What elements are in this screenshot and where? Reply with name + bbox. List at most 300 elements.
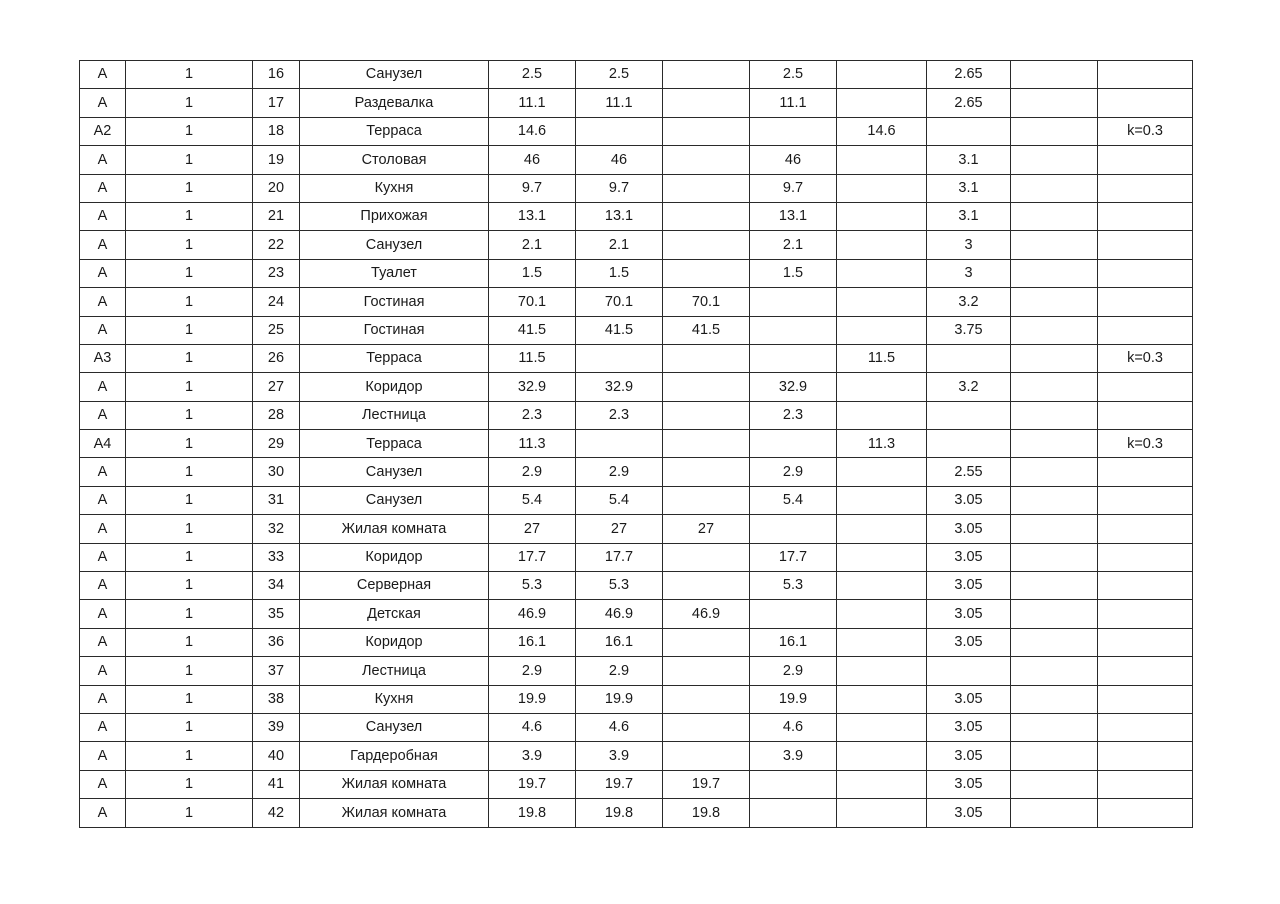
area-col2-cell: 13.1 — [576, 202, 663, 230]
area-col2-cell: 2.1 — [576, 231, 663, 259]
total-area-cell: 11.1 — [489, 89, 576, 117]
terrace-area-cell — [837, 515, 927, 543]
coefficient-cell — [1098, 259, 1193, 287]
empty-cell — [1011, 713, 1098, 741]
empty-cell — [1011, 742, 1098, 770]
auxiliary-area-cell: 19.9 — [750, 685, 837, 713]
living-area-cell: 19.7 — [663, 770, 750, 798]
empty-cell — [1011, 146, 1098, 174]
coefficient-cell — [1098, 146, 1193, 174]
terrace-area-cell: 11.3 — [837, 430, 927, 458]
area-col2-cell: 11.1 — [576, 89, 663, 117]
area-col2-cell: 5.4 — [576, 486, 663, 514]
empty-cell — [1011, 89, 1098, 117]
building-cell: А — [80, 401, 126, 429]
table-row — [80, 600, 1193, 628]
room-name-cell: Гостиная — [300, 316, 489, 344]
room-number-cell: 34 — [253, 572, 300, 600]
table-row — [80, 799, 1193, 827]
floor-cell: 1 — [126, 146, 253, 174]
terrace-area-cell — [837, 146, 927, 174]
room-name-cell: Туалет — [300, 259, 489, 287]
auxiliary-area-cell: 2.1 — [750, 231, 837, 259]
area-col2-cell: 17.7 — [576, 543, 663, 571]
building-cell: А — [80, 373, 126, 401]
auxiliary-area-cell: 9.7 — [750, 174, 837, 202]
coefficient-cell — [1098, 657, 1193, 685]
floor-cell: 1 — [126, 543, 253, 571]
area-col2-cell: 2.3 — [576, 401, 663, 429]
auxiliary-area-cell: 46 — [750, 146, 837, 174]
building-cell: А2 — [80, 117, 126, 145]
room-name-cell: Гардеробная — [300, 742, 489, 770]
total-area-cell: 27 — [489, 515, 576, 543]
auxiliary-area-cell — [750, 770, 837, 798]
auxiliary-area-cell — [750, 288, 837, 316]
empty-cell — [1011, 430, 1098, 458]
table-row — [80, 259, 1193, 287]
building-cell: А — [80, 572, 126, 600]
table-row — [80, 770, 1193, 798]
terrace-area-cell — [837, 486, 927, 514]
total-area-cell: 5.3 — [489, 572, 576, 600]
coefficient-cell — [1098, 713, 1193, 741]
floor-cell: 1 — [126, 572, 253, 600]
coefficient-cell — [1098, 231, 1193, 259]
coefficient-cell — [1098, 515, 1193, 543]
empty-cell — [1011, 231, 1098, 259]
living-area-cell — [663, 458, 750, 486]
coefficient-cell — [1098, 61, 1193, 89]
living-area-cell — [663, 373, 750, 401]
auxiliary-area-cell: 17.7 — [750, 543, 837, 571]
auxiliary-area-cell — [750, 430, 837, 458]
living-area-cell — [663, 146, 750, 174]
coefficient-cell: k=0.3 — [1098, 117, 1193, 145]
terrace-area-cell — [837, 373, 927, 401]
area-col2-cell: 9.7 — [576, 174, 663, 202]
building-cell: А — [80, 458, 126, 486]
terrace-area-cell — [837, 628, 927, 656]
building-cell: А — [80, 628, 126, 656]
coefficient-cell — [1098, 458, 1193, 486]
total-area-cell: 4.6 — [489, 713, 576, 741]
area-col2-cell: 32.9 — [576, 373, 663, 401]
floor-cell: 1 — [126, 202, 253, 230]
living-area-cell — [663, 117, 750, 145]
room-number-cell: 29 — [253, 430, 300, 458]
height-cell: 3.05 — [927, 515, 1011, 543]
area-col2-cell — [576, 344, 663, 372]
table-row — [80, 231, 1193, 259]
floor-cell: 1 — [126, 628, 253, 656]
room-number-cell: 26 — [253, 344, 300, 372]
total-area-cell: 19.8 — [489, 799, 576, 827]
empty-cell — [1011, 628, 1098, 656]
terrace-area-cell: 14.6 — [837, 117, 927, 145]
table-row — [80, 401, 1193, 429]
total-area-cell: 46.9 — [489, 600, 576, 628]
room-number-cell: 21 — [253, 202, 300, 230]
room-name-cell: Жилая комната — [300, 770, 489, 798]
area-col2-cell: 70.1 — [576, 288, 663, 316]
terrace-area-cell — [837, 61, 927, 89]
total-area-cell: 5.4 — [489, 486, 576, 514]
floor-cell: 1 — [126, 600, 253, 628]
coefficient-cell — [1098, 401, 1193, 429]
room-number-cell: 33 — [253, 543, 300, 571]
room-name-cell: Столовая — [300, 146, 489, 174]
terrace-area-cell — [837, 572, 927, 600]
coefficient-cell — [1098, 543, 1193, 571]
room-name-cell: Детская — [300, 600, 489, 628]
total-area-cell: 14.6 — [489, 117, 576, 145]
floor-cell: 1 — [126, 344, 253, 372]
height-cell: 2.65 — [927, 89, 1011, 117]
table-row — [80, 486, 1193, 514]
living-area-cell — [663, 543, 750, 571]
living-area-cell: 70.1 — [663, 288, 750, 316]
room-name-cell: Кухня — [300, 685, 489, 713]
coefficient-cell — [1098, 799, 1193, 827]
height-cell — [927, 657, 1011, 685]
room-name-cell: Терраса — [300, 430, 489, 458]
area-col2-cell: 41.5 — [576, 316, 663, 344]
area-col2-cell: 27 — [576, 515, 663, 543]
height-cell: 3.2 — [927, 373, 1011, 401]
room-name-cell: Санузел — [300, 231, 489, 259]
table-row — [80, 288, 1193, 316]
empty-cell — [1011, 316, 1098, 344]
floor-cell: 1 — [126, 458, 253, 486]
room-number-cell: 38 — [253, 685, 300, 713]
total-area-cell: 2.1 — [489, 231, 576, 259]
terrace-area-cell — [837, 458, 927, 486]
living-area-cell: 41.5 — [663, 316, 750, 344]
total-area-cell: 1.5 — [489, 259, 576, 287]
area-col2-cell: 1.5 — [576, 259, 663, 287]
area-col2-cell: 3.9 — [576, 742, 663, 770]
total-area-cell: 41.5 — [489, 316, 576, 344]
floor-cell: 1 — [126, 713, 253, 741]
room-name-cell: Серверная — [300, 572, 489, 600]
height-cell: 3.75 — [927, 316, 1011, 344]
empty-cell — [1011, 458, 1098, 486]
living-area-cell — [663, 401, 750, 429]
height-cell — [927, 430, 1011, 458]
total-area-cell: 9.7 — [489, 174, 576, 202]
room-number-cell: 41 — [253, 770, 300, 798]
room-name-cell: Коридор — [300, 373, 489, 401]
building-cell: А — [80, 799, 126, 827]
height-cell: 3 — [927, 259, 1011, 287]
terrace-area-cell — [837, 89, 927, 117]
room-name-cell: Прихожая — [300, 202, 489, 230]
floor-cell: 1 — [126, 373, 253, 401]
room-name-cell: Терраса — [300, 117, 489, 145]
table-row — [80, 174, 1193, 202]
height-cell: 3 — [927, 231, 1011, 259]
height-cell: 3.1 — [927, 146, 1011, 174]
room-number-cell: 31 — [253, 486, 300, 514]
terrace-area-cell — [837, 174, 927, 202]
table-row — [80, 316, 1193, 344]
height-cell — [927, 401, 1011, 429]
height-cell: 3.05 — [927, 742, 1011, 770]
living-area-cell — [663, 742, 750, 770]
building-cell: А — [80, 259, 126, 287]
living-area-cell — [663, 259, 750, 287]
coefficient-cell — [1098, 174, 1193, 202]
empty-cell — [1011, 657, 1098, 685]
table-row — [80, 713, 1193, 741]
table-row — [80, 572, 1193, 600]
terrace-area-cell — [837, 713, 927, 741]
building-cell: А — [80, 742, 126, 770]
terrace-area-cell — [837, 543, 927, 571]
room-number-cell: 23 — [253, 259, 300, 287]
auxiliary-area-cell: 16.1 — [750, 628, 837, 656]
area-col2-cell: 5.3 — [576, 572, 663, 600]
floor-cell: 1 — [126, 401, 253, 429]
height-cell — [927, 344, 1011, 372]
total-area-cell: 13.1 — [489, 202, 576, 230]
total-area-cell: 19.9 — [489, 685, 576, 713]
living-area-cell: 27 — [663, 515, 750, 543]
auxiliary-area-cell — [750, 344, 837, 372]
terrace-area-cell — [837, 657, 927, 685]
auxiliary-area-cell — [750, 515, 837, 543]
terrace-area-cell — [837, 202, 927, 230]
empty-cell — [1011, 515, 1098, 543]
building-cell: А — [80, 713, 126, 741]
building-cell: А — [80, 288, 126, 316]
auxiliary-area-cell: 5.3 — [750, 572, 837, 600]
total-area-cell: 32.9 — [489, 373, 576, 401]
coefficient-cell — [1098, 628, 1193, 656]
terrace-area-cell — [837, 685, 927, 713]
living-area-cell: 46.9 — [663, 600, 750, 628]
room-number-cell: 32 — [253, 515, 300, 543]
building-cell: А — [80, 202, 126, 230]
living-area-cell — [663, 61, 750, 89]
height-cell: 3.05 — [927, 486, 1011, 514]
table-row — [80, 458, 1193, 486]
area-col2-cell: 4.6 — [576, 713, 663, 741]
floor-cell: 1 — [126, 316, 253, 344]
total-area-cell: 19.7 — [489, 770, 576, 798]
table-row — [80, 117, 1193, 145]
coefficient-cell — [1098, 202, 1193, 230]
coefficient-cell — [1098, 770, 1193, 798]
auxiliary-area-cell: 3.9 — [750, 742, 837, 770]
living-area-cell — [663, 572, 750, 600]
auxiliary-area-cell — [750, 117, 837, 145]
table-row — [80, 742, 1193, 770]
area-col2-cell: 19.9 — [576, 685, 663, 713]
floor-cell: 1 — [126, 430, 253, 458]
room-number-cell: 17 — [253, 89, 300, 117]
room-name-cell: Санузел — [300, 713, 489, 741]
room-number-cell: 22 — [253, 231, 300, 259]
building-cell: А — [80, 770, 126, 798]
empty-cell — [1011, 259, 1098, 287]
living-area-cell — [663, 202, 750, 230]
coefficient-cell — [1098, 316, 1193, 344]
living-area-cell: 19.8 — [663, 799, 750, 827]
height-cell: 3.05 — [927, 685, 1011, 713]
height-cell: 3.05 — [927, 600, 1011, 628]
empty-cell — [1011, 486, 1098, 514]
table-row — [80, 685, 1193, 713]
coefficient-cell — [1098, 486, 1193, 514]
living-area-cell — [663, 713, 750, 741]
living-area-cell — [663, 231, 750, 259]
total-area-cell: 11.5 — [489, 344, 576, 372]
room-number-cell: 36 — [253, 628, 300, 656]
room-name-cell: Лестница — [300, 401, 489, 429]
building-cell: А — [80, 685, 126, 713]
total-area-cell: 11.3 — [489, 430, 576, 458]
terrace-area-cell — [837, 799, 927, 827]
coefficient-cell — [1098, 742, 1193, 770]
table-row — [80, 373, 1193, 401]
building-cell: А4 — [80, 430, 126, 458]
floor-cell: 1 — [126, 799, 253, 827]
total-area-cell: 16.1 — [489, 628, 576, 656]
room-number-cell: 18 — [253, 117, 300, 145]
table-row — [80, 344, 1193, 372]
height-cell: 3.05 — [927, 628, 1011, 656]
living-area-cell — [663, 174, 750, 202]
auxiliary-area-cell: 4.6 — [750, 713, 837, 741]
building-cell: А — [80, 657, 126, 685]
height-cell: 3.05 — [927, 770, 1011, 798]
area-col2-cell: 2.5 — [576, 61, 663, 89]
room-number-cell: 28 — [253, 401, 300, 429]
floor-cell: 1 — [126, 117, 253, 145]
terrace-area-cell — [837, 259, 927, 287]
total-area-cell: 2.5 — [489, 61, 576, 89]
room-name-cell: Жилая комната — [300, 799, 489, 827]
floor-cell: 1 — [126, 61, 253, 89]
height-cell — [927, 117, 1011, 145]
building-cell: А — [80, 515, 126, 543]
terrace-area-cell — [837, 401, 927, 429]
auxiliary-area-cell — [750, 600, 837, 628]
terrace-area-cell: 11.5 — [837, 344, 927, 372]
empty-cell — [1011, 401, 1098, 429]
coefficient-cell: k=0.3 — [1098, 430, 1193, 458]
empty-cell — [1011, 770, 1098, 798]
height-cell: 3.1 — [927, 174, 1011, 202]
room-name-cell: Гостиная — [300, 288, 489, 316]
height-cell: 2.65 — [927, 61, 1011, 89]
area-col2-cell: 46.9 — [576, 600, 663, 628]
table-row — [80, 657, 1193, 685]
total-area-cell: 2.9 — [489, 458, 576, 486]
room-number-cell: 39 — [253, 713, 300, 741]
auxiliary-area-cell: 1.5 — [750, 259, 837, 287]
floor-cell: 1 — [126, 685, 253, 713]
building-cell: А — [80, 174, 126, 202]
empty-cell — [1011, 344, 1098, 372]
coefficient-cell — [1098, 600, 1193, 628]
empty-cell — [1011, 202, 1098, 230]
room-number-cell: 25 — [253, 316, 300, 344]
height-cell: 3.05 — [927, 713, 1011, 741]
room-name-cell: Жилая комната — [300, 515, 489, 543]
building-cell: А — [80, 543, 126, 571]
terrace-area-cell — [837, 742, 927, 770]
living-area-cell — [663, 685, 750, 713]
coefficient-cell — [1098, 373, 1193, 401]
building-cell: А — [80, 146, 126, 174]
living-area-cell — [663, 486, 750, 514]
empty-cell — [1011, 543, 1098, 571]
height-cell: 3.05 — [927, 543, 1011, 571]
auxiliary-area-cell: 2.3 — [750, 401, 837, 429]
terrace-area-cell — [837, 316, 927, 344]
room-name-cell: Терраса — [300, 344, 489, 372]
empty-cell — [1011, 685, 1098, 713]
table-row — [80, 202, 1193, 230]
auxiliary-area-cell: 2.9 — [750, 657, 837, 685]
floor-cell: 1 — [126, 288, 253, 316]
table-row — [80, 61, 1193, 89]
auxiliary-area-cell: 13.1 — [750, 202, 837, 230]
terrace-area-cell — [837, 231, 927, 259]
area-col2-cell: 16.1 — [576, 628, 663, 656]
room-number-cell: 30 — [253, 458, 300, 486]
room-schedule-table — [79, 60, 1193, 828]
area-col2-cell — [576, 430, 663, 458]
auxiliary-area-cell: 2.5 — [750, 61, 837, 89]
table-row — [80, 146, 1193, 174]
coefficient-cell: k=0.3 — [1098, 344, 1193, 372]
floor-cell: 1 — [126, 231, 253, 259]
auxiliary-area-cell: 32.9 — [750, 373, 837, 401]
floor-cell: 1 — [126, 486, 253, 514]
room-name-cell: Лестница — [300, 657, 489, 685]
living-area-cell — [663, 628, 750, 656]
room-number-cell: 37 — [253, 657, 300, 685]
auxiliary-area-cell: 2.9 — [750, 458, 837, 486]
floor-cell: 1 — [126, 770, 253, 798]
total-area-cell: 70.1 — [489, 288, 576, 316]
height-cell: 3.05 — [927, 572, 1011, 600]
building-cell: А — [80, 89, 126, 117]
table-body — [80, 61, 1193, 828]
floor-cell: 1 — [126, 89, 253, 117]
terrace-area-cell — [837, 288, 927, 316]
empty-cell — [1011, 799, 1098, 827]
room-number-cell: 16 — [253, 61, 300, 89]
area-col2-cell: 2.9 — [576, 657, 663, 685]
building-cell: А — [80, 316, 126, 344]
total-area-cell: 46 — [489, 146, 576, 174]
empty-cell — [1011, 61, 1098, 89]
height-cell: 3.2 — [927, 288, 1011, 316]
area-col2-cell: 19.7 — [576, 770, 663, 798]
height-cell: 2.55 — [927, 458, 1011, 486]
coefficient-cell — [1098, 89, 1193, 117]
table-row — [80, 515, 1193, 543]
coefficient-cell — [1098, 288, 1193, 316]
terrace-area-cell — [837, 600, 927, 628]
empty-cell — [1011, 288, 1098, 316]
room-name-cell: Санузел — [300, 458, 489, 486]
